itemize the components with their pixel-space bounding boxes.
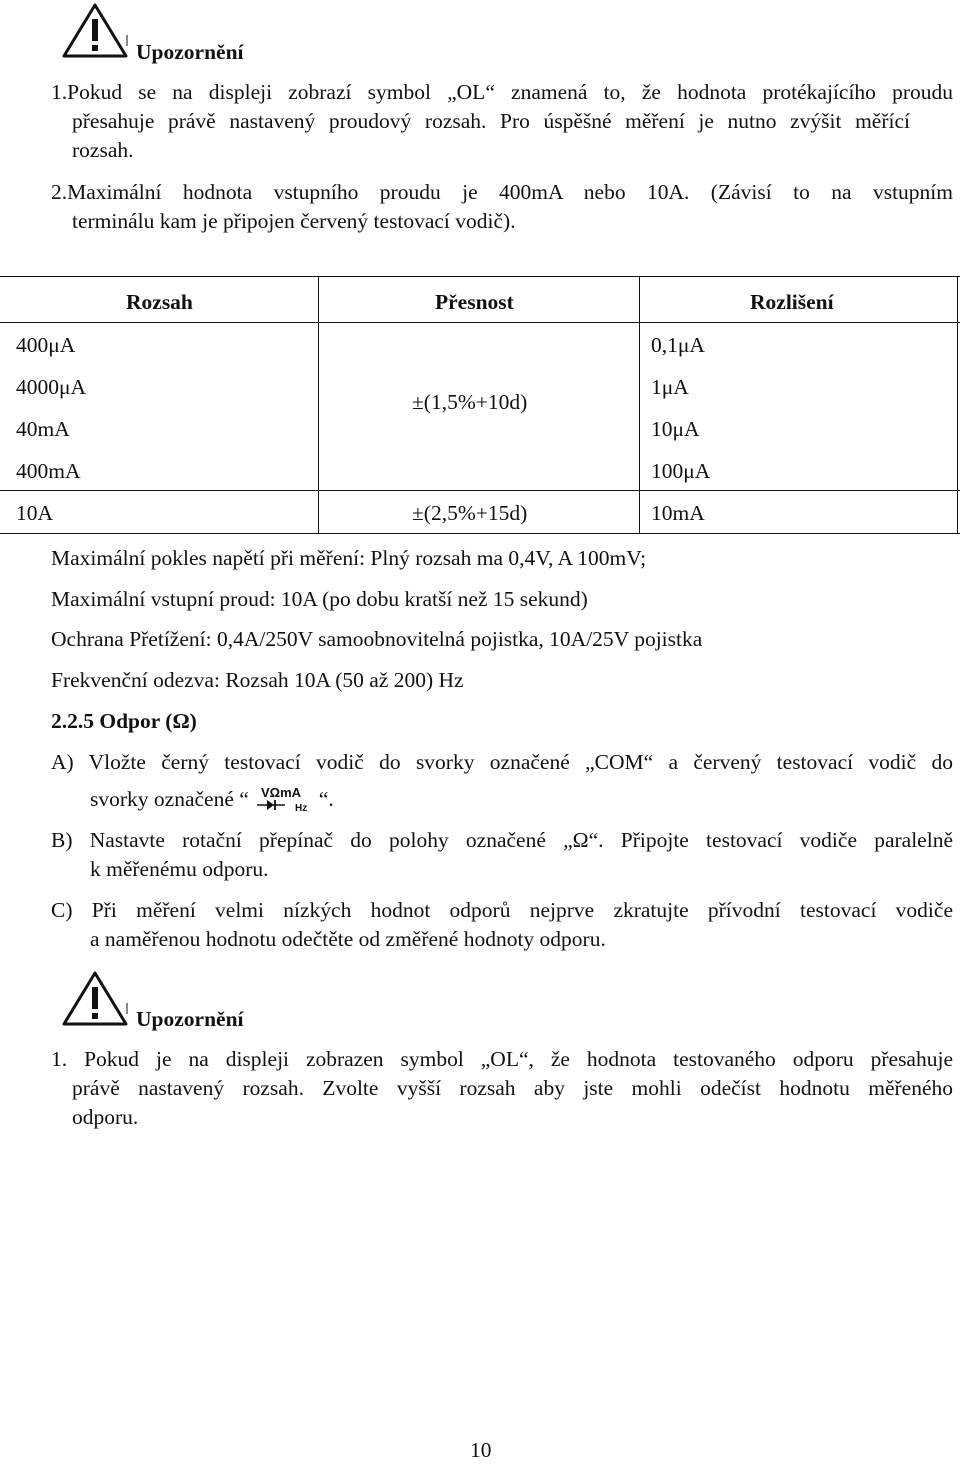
warning-icon (62, 2, 132, 60)
row-5-range: 10A (16, 501, 54, 525)
warning-title: Upozornění (136, 1007, 244, 1031)
step-c-line-1: C) Při měření velmi nízkých hodnot odporů nejprve zkratujte přívodní testovací vodiče (51, 898, 953, 922)
warning-item-1-line-1: 1.Pokud se na displeji zobrazí symbol „OL“ znamená to, že hodnota protékajícího proudu (51, 80, 953, 104)
merged-accuracy: ±(1,5%+10d) (412, 390, 528, 414)
warning-item-1-line-3: rozsah. (72, 138, 134, 162)
spec-line-1: Maximální pokles napětí při měření: Plný rozsah ma 0,4V, A 100mV; (51, 546, 647, 570)
spec-line-3: Ochrana Přetížení: 0,4A/250V samoobnovitelná pojistka, 10A/25V pojistka (51, 627, 703, 651)
row-2-resolution: 1μA (651, 375, 689, 399)
row-5-accuracy: ±(2,5%+15d) (412, 501, 528, 525)
warning-item-2-line-1: 2.Maximální hodnota vstupního proudu je 400mA nebo 10A. (Závisí to na vstupním (51, 180, 953, 204)
row-3-range: 40mA (16, 417, 70, 441)
warning-item-1-line-2: přesahuje právě nastavený proudový rozsah. Pro úspěšné měření je nutno zvýšit měřící (72, 109, 910, 133)
step-a-line-1: A) Vložte černý testovací vodič do svorky označené „COM“ a červený testovací vodič do (51, 750, 953, 774)
row-4-resolution: 100μA (651, 459, 711, 483)
header-accuracy: Přesnost (435, 290, 514, 314)
terminal-symbol-bottom: Hz (294, 803, 308, 814)
step-b-line-2: k měřenému odporu. (90, 857, 269, 881)
warning2-item-1-line-3: odporu. (72, 1105, 139, 1129)
terminal-symbol-top: VΩmA (260, 786, 301, 800)
warning2-item-1-line-1: 1. Pokud je na displeji zobrazen symbol „OL“, že hodnota testovaného odporu přesahuje (51, 1047, 953, 1071)
warning-item-2-line-2: terminálu kam je připojen červený testovací vodič). (72, 209, 516, 233)
row-3-resolution: 10μA (651, 417, 700, 441)
header-resolution: Rozlišení (750, 290, 834, 314)
header-range: Rozsah (126, 290, 193, 314)
row-5-resolution: 10mA (651, 501, 705, 525)
row-2-range: 4000μA (16, 375, 87, 399)
terminal-symbol-icon (255, 786, 313, 812)
row-4-range: 400mA (16, 459, 81, 483)
section-heading: 2.2.5 Odpor (Ω) (51, 709, 197, 733)
step-b-line-1: B) Nastavte rotační přepínač do polohy označené „Ω“. Připojte testovací vodiče paralelně (51, 828, 953, 852)
step-c-line-2: a naměřenou hodnotu odečtěte od změřené hodnoty odporu. (90, 927, 606, 951)
step-a-line-2 (90, 785, 334, 814)
spec-line-2: Maximální vstupní proud: 10A (po dobu kratší než 15 sekund) (51, 587, 588, 611)
warning-icon (62, 970, 132, 1028)
row-1-range: 400μA (16, 333, 76, 357)
spec-line-4: Frekvenční odezva: Rozsah 10A (50 až 200) Hz (51, 668, 464, 692)
step-a-line-2-post: “. (318, 787, 334, 811)
row-1-resolution: 0,1μA (651, 333, 705, 357)
warning-title: Upozornění (136, 40, 244, 64)
page-number: 10 (470, 1438, 492, 1462)
step-a-line-2-pre: svorky označené “ (90, 787, 249, 811)
warning2-item-1-line-2: právě nastavený rozsah. Zvolte vyšší rozsah aby jste mohli odečíst hodnotu měřeného (72, 1076, 953, 1100)
